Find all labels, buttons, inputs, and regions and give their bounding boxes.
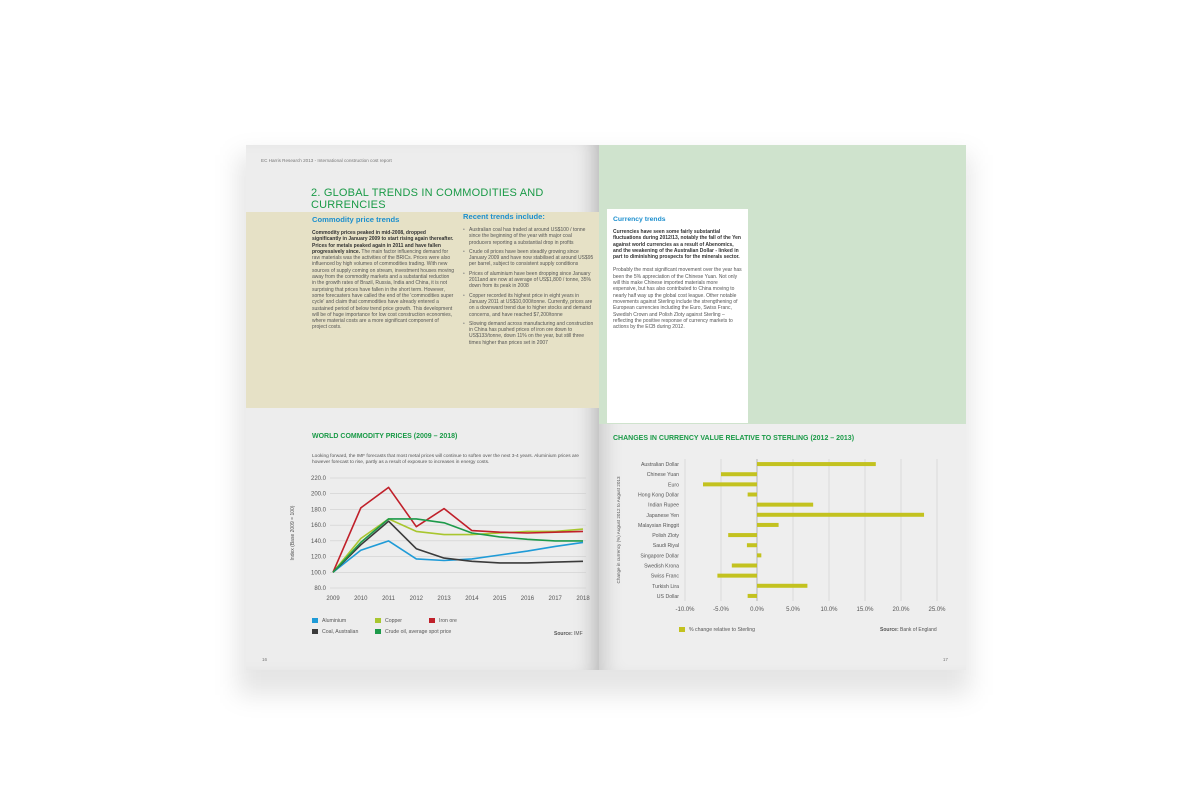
y-tick-label: 80.0: [314, 586, 326, 592]
commodity-chart-intro: Looking forward, the IMF forecasts that most metal prices will continue to soften over the next 3-4 years. Aluminium prices are however forecast to rise, partly as a result of exposure to increases in energy costs.: [312, 454, 579, 466]
legend-swatch: [312, 618, 318, 623]
currency-body: Probably the most significant movement over the year has been the 5% appreciation of the Chinese Yuan. Not only will this make Chinese imported materials more expensive, but has also contributed to China moving to nearly half way up the global cost league. Other notable movements against Sterling include the strengthening of European currencies including the Euro, Swiss Franc, Swedish Crown and Polish Zloty against Sterling – reflecting the positive response of currency markets to actions by the ECB during 2012.: [613, 267, 742, 331]
recent-trends-heading: Recent trends include:: [463, 212, 545, 221]
bar: [757, 513, 924, 517]
commodity-lead: Commodity prices peaked in mid-2008, dropped significantly in January 2009 to start rising again thereafter. Prices for metals peaked again in 2011 and have fallen progressively since.: [312, 230, 454, 255]
legend-label: Crude oil, average spot price: [385, 629, 452, 635]
source-label: Source:: [880, 627, 899, 633]
running-head: EC Harris Research 2013 - International construction cost report: [261, 158, 392, 163]
x-tick-label: 2015: [492, 596, 507, 602]
list-item: • Australian coal has traded at around US$100 / tonne since the beginning of the year with major coal producers reporting a substantial drop in profits: [469, 227, 595, 246]
legend-swatch: [679, 627, 685, 632]
page-number-left: 16: [262, 657, 268, 662]
bar: [728, 533, 757, 537]
y-tick-label: 180.0: [310, 507, 326, 514]
bar: [732, 564, 757, 568]
y-axis-label: Change in currency (%) August 2012 to August 2013: [616, 476, 621, 584]
recent-trends-column: [463, 212, 595, 349]
legend-label: Coal, Australian: [322, 629, 359, 635]
y-tick-label: 160.0: [310, 523, 326, 530]
category-label: Malaysian Ringgit: [638, 522, 679, 529]
list-item: • Copper recorded its highest price in eight years in January 2011 at US$10,000/tonne. Currently, prices are on a downward trend due to higher stocks and demand concerns, and have reached $7,200/tonne: [469, 293, 595, 318]
x-tick-label: -5.0%: [713, 607, 729, 613]
currency-text-box: [607, 209, 748, 423]
x-tick-label: 2018: [576, 596, 590, 602]
currency-chart-title: CHANGES IN CURRENCY VALUE RELATIVE TO STERLING (2012 – 2013): [613, 435, 855, 442]
list-item: • Prices of aluminium have been dropping since January 2011and are now at average of US$1,800 / tonne, 35% down from its peak in 2008: [469, 271, 595, 290]
commodity-column: [312, 215, 454, 331]
x-tick-label: 2016: [520, 596, 535, 602]
bar: [757, 462, 876, 466]
x-tick-label: -10.0%: [675, 607, 695, 613]
legend-aluminium: [312, 618, 346, 624]
legend-label: % change relative to Sterling: [689, 627, 756, 633]
bar: [717, 574, 757, 578]
bar: [703, 482, 757, 486]
y-tick-label: 140.0: [310, 538, 326, 545]
category-label: Turkish Lira: [652, 583, 679, 590]
commodity-chart-title: WORLD COMMODITY PRICES (2009 – 2018): [312, 433, 458, 440]
source-value: IMF: [574, 631, 583, 637]
page-title: 2. GLOBAL TRENDS IN COMMODITIES AND CURRENCIES: [311, 187, 544, 211]
y-tick-label: 100.0: [310, 570, 326, 577]
x-tick-label: 2012: [409, 596, 424, 602]
page-number-right: 17: [942, 657, 948, 662]
right-page: [599, 145, 966, 670]
series-line: [333, 519, 583, 572]
currency-lead: Currencies have seen some fairly substantial fluctuations during 2012/13, notably the fall of the Yen against world currencies as a result of Abenomics, and the weakening of the Australian Dollar - linked in part to diminishing prospects for the minerals sector.: [613, 229, 741, 261]
x-tick-label: 25.0%: [928, 607, 946, 613]
x-tick-label: 15.0%: [856, 607, 874, 613]
category-label: Swiss Franc: [650, 573, 679, 580]
category-label: US Dollar: [656, 593, 679, 600]
bar: [747, 543, 757, 547]
legend-swatch: [375, 618, 381, 623]
category-label: Indian Rupee: [648, 502, 679, 509]
legend-swatch: [312, 629, 318, 634]
y-tick-label: 120.0: [310, 554, 326, 561]
list-item: • Slowing demand across manufacturing and construction in China has pushed prices of iron ore down to US$133/tonne, down 11% on the year, but still three times higher than prices set in 2007: [469, 321, 595, 346]
bar: [757, 553, 761, 557]
category-label: Euro: [668, 482, 679, 489]
x-tick-label: 0.0%: [750, 607, 764, 613]
bar: [757, 503, 813, 507]
legend-label: Aluminium: [322, 618, 347, 624]
x-tick-label: 2009: [326, 596, 340, 602]
series-line: [333, 519, 583, 572]
category-label: Polish Zloty: [652, 533, 679, 540]
category-label: Japanese Yen: [646, 512, 679, 519]
x-tick-label: 10.0%: [820, 607, 838, 613]
currency-source: [880, 627, 937, 633]
x-tick-label: 2014: [465, 596, 479, 602]
category-label: Singapore Dollar: [640, 553, 679, 560]
bar: [748, 594, 757, 598]
bar: [757, 584, 807, 588]
y-tick-label: 200.0: [310, 491, 326, 498]
legend-currency: [679, 627, 755, 633]
legend-swatch: [375, 629, 381, 634]
commodity-line-chart: [276, 470, 596, 610]
y-axis-label: Index (Base 2009 = 100): [290, 505, 296, 561]
bar: [748, 493, 757, 497]
x-tick-label: 5.0%: [786, 607, 800, 613]
commodity-source: [554, 631, 583, 637]
source-label: Source:: [554, 631, 573, 637]
x-tick-label: 2010: [354, 596, 368, 602]
category-label: Swedish Krona: [644, 563, 679, 570]
list-item: • Crude oil prices have been steadily growing since January 2009 and have now stabilised at around US$95 per barrel, subject to consistent supply conditions: [469, 249, 595, 268]
legend-iron-ore: [429, 618, 457, 624]
legend-label: Copper: [385, 618, 403, 624]
y-tick-label: 220.0: [310, 476, 326, 482]
category-label: Hong Kong Dollar: [638, 492, 679, 499]
legend-crude-oil: [375, 629, 451, 635]
category-label: Chinese Yuan: [646, 472, 679, 479]
recent-trends-list: [463, 227, 595, 346]
legend-coal: [312, 629, 358, 635]
currency-bar-chart: [599, 455, 966, 630]
category-label: Saudi Riyal: [652, 543, 679, 550]
commodity-heading: Commodity price trends: [312, 215, 400, 224]
bar: [721, 472, 757, 476]
commodity-body: The main factor influencing demand for raw materials was the activities of the BRICs. Prices were also influenced by high volumes of commodities trading. With new sources of supply coming on stream, investment houses moving away from the commodity markets and a substantial reduction in the growth rates of Brazil, Russia, India and China, it is not surprising that prices have fallen in the short term. However, some forecasters have called the end of the 'commodities super cycle' and claim that commodities have already entered a sustained period of below trend price growth. This development will be of huge importance for low cost construction economies, where material costs are a more significant component of project costs.: [312, 248, 455, 331]
x-tick-label: 2013: [437, 596, 451, 602]
x-tick-label: 20.0%: [892, 607, 910, 613]
legend-copper: [375, 618, 402, 624]
legend-label: Iron ore: [439, 618, 457, 624]
source-value: Bank of England: [900, 627, 937, 633]
legend-swatch: [429, 618, 435, 623]
currency-heading: Currency trends: [613, 216, 666, 223]
bar: [757, 523, 779, 527]
left-page: [246, 145, 599, 670]
x-tick-label: 2011: [382, 596, 396, 602]
x-tick-label: 2017: [548, 596, 562, 602]
category-label: Australian Dollar: [640, 462, 679, 469]
